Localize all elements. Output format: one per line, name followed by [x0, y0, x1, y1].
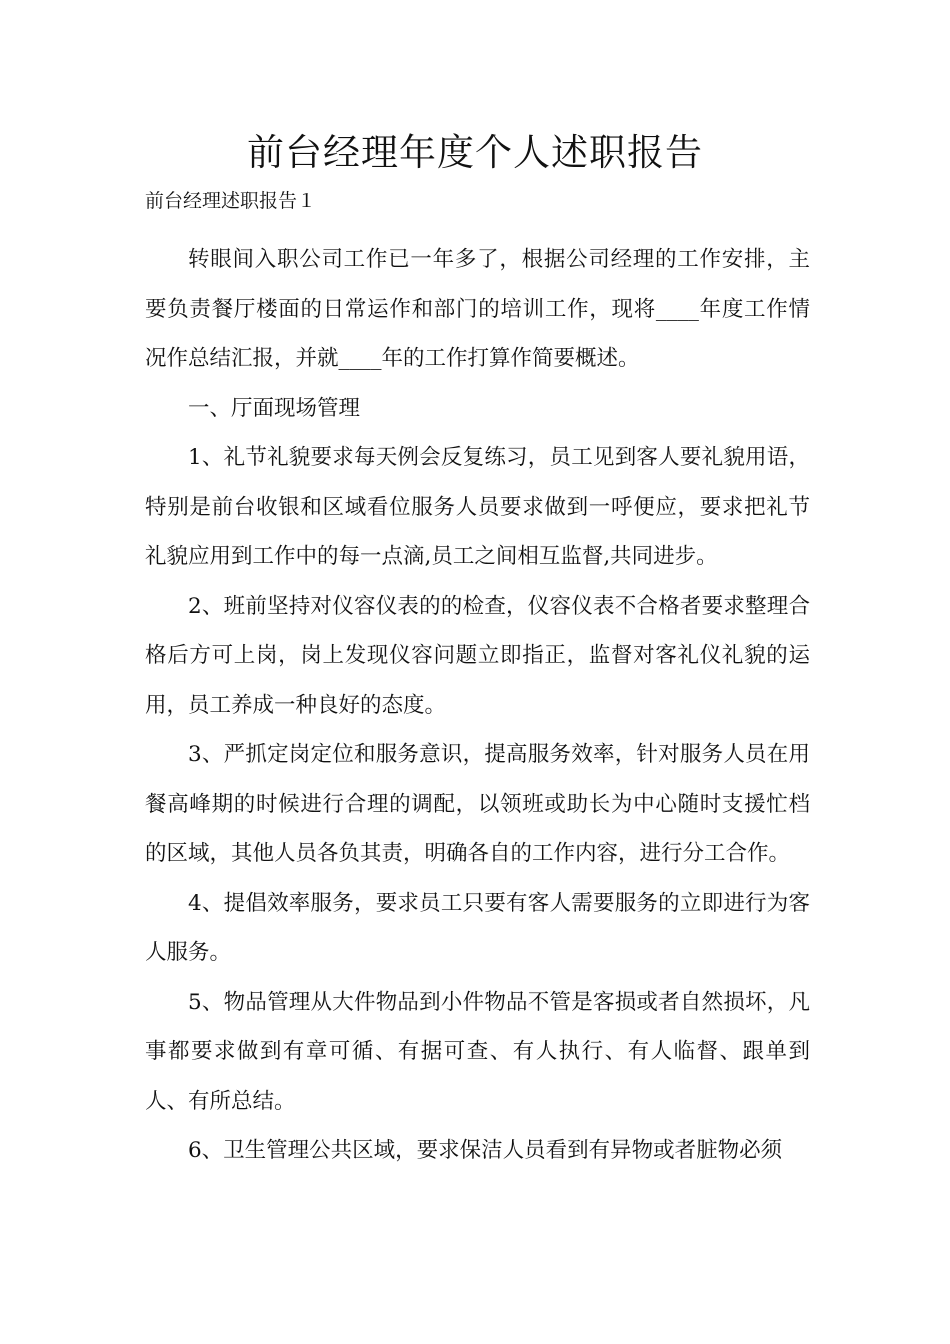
- paragraph-item-6: 6、卫生管理公共区域，要求保洁人员看到有异物或者脏物必须: [188, 1138, 783, 1163]
- document-body: [145, 235, 810, 1176]
- paragraph-item-2: 2、班前坚持对仪容仪表的的检查，仪容仪表不合格者要求整理合格后方可上岗，岗上发现仪容问题立即指正，监督对客礼仪礼貌的运用，员工养成一种良好的态度。: [145, 593, 810, 718]
- paragraph-item-3: 3、严抓定岗定位和服务意识，提高服务效率，针对服务人员在用餐高峰期的时候进行合理的调配，以领班或助长为中心随时支援忙档的区域，其他人员各负其责，明确各自的工作内容，进行分工合作。: [145, 742, 810, 866]
- paragraph-item-4: 4、提倡效率服务，要求员工只要有客人需要服务的立即进行为客人服务。: [145, 890, 810, 965]
- document-title: 前台经理年度个人述职报告: [247, 131, 703, 174]
- section-heading: 一、厅面现场管理: [188, 395, 361, 421]
- paragraph-item-1: 1、礼节礼貌要求每天例会反复练习，员工见到客人要礼貌用语，特别是前台收银和区域看位服务人员要求做到一呼便应，要求把礼节礼貌应用到工作中的每一点滴,员工之间相互监督,共同进步。: [145, 445, 810, 569]
- paragraph-item-5: 5、物品管理从大件物品到小件物品不管是客损或者自然损坏，凡事都要求做到有章可循、有据可查、有人执行、有人临督、跟单到人、有所总结。: [145, 989, 810, 1114]
- paragraph-intro: 转眼间入职公司工作已一年多了，根据公司经理的工作安排，主要负责餐厅楼面的日常运作和部门的培训工作，现将____年度工作情况作总结汇报，并就____年的工作打算作简要概述。: [145, 247, 810, 371]
- document-subtitle: 前台经理述职报告１: [145, 190, 317, 212]
